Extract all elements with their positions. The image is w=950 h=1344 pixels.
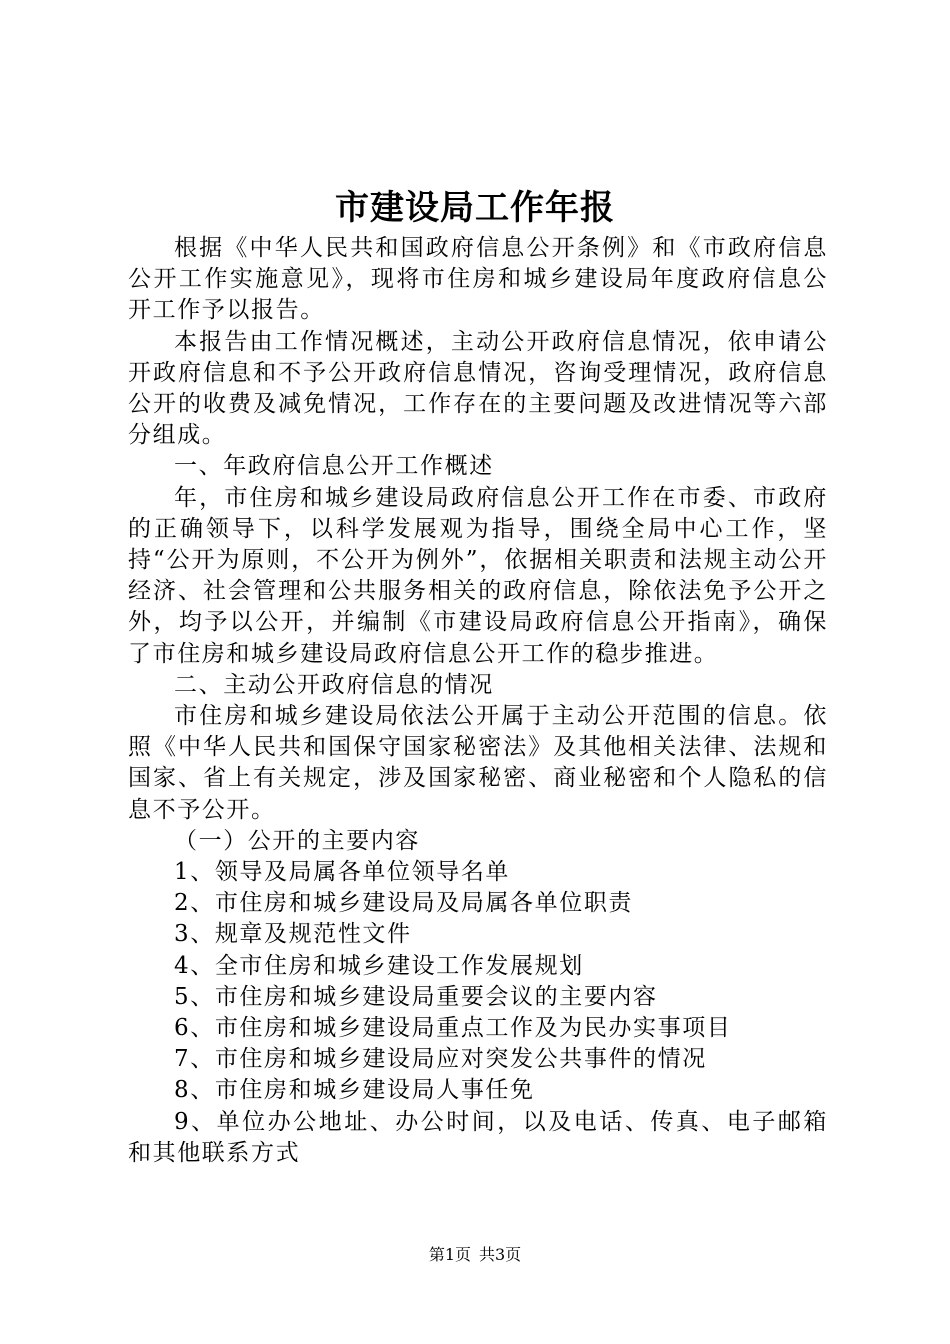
- document-body: [128, 233, 828, 1169]
- page-total: 共3页: [479, 1245, 522, 1264]
- page-footer: [0, 1244, 950, 1266]
- list-item: 8、市住房和城乡建设局人事任免: [174, 1077, 535, 1104]
- list-item: 5、市住房和城乡建设局重要会议的主要内容: [174, 983, 658, 1010]
- subsection-heading-1: （一）公开的主要内容: [174, 827, 420, 854]
- section-heading-1: 一、年政府信息公开工作概述: [174, 453, 494, 480]
- paragraph-intro: 根据《中华人民共和国政府信息公开条例》和《市政府信息公开工作实施意见》，现将市住房和城乡建设局年度政府信息公开工作予以报告。: [128, 235, 828, 324]
- document-title: 市建设局工作年报: [335, 188, 615, 228]
- paragraph-active-disclosure: 市住房和城乡建设局依法公开属于主动公开范围的信息。依照《中华人民共和国保守国家秘密法》及其他相关法律、法规和国家、省上有关规定，涉及国家秘密、商业秘密和个人隐私的信息不予公开。: [128, 703, 828, 823]
- list-item: 6、市住房和城乡建设局重点工作及为民办实事项目: [174, 1015, 732, 1042]
- list-item: 4、全市住房和城乡建设工作发展规划: [174, 952, 584, 979]
- section-heading-2: 二、主动公开政府信息的情况: [174, 671, 494, 698]
- paragraph-structure: 本报告由工作情况概述，主动公开政府信息情况，依申请公开政府信息和不予公开政府信息情况，咨询受理情况，政府信息公开的收费及减免情况，工作存在的主要问题及改进情况等六部分组成。: [128, 328, 828, 449]
- list-item: 7、市住房和城乡建设局应对突发公共事件的情况: [174, 1046, 707, 1073]
- list-item: 2、市住房和城乡建设局及局属各单位职责: [174, 890, 634, 917]
- list-item: 1、领导及局属各单位领导名单: [174, 859, 511, 886]
- list-item: 3、规章及规范性文件: [174, 921, 412, 948]
- page-number: 第1页: [428, 1245, 471, 1264]
- paragraph-overview: 年，市住房和城乡建设局政府信息公开工作在市委、市政府的正确领导下，以科学发展观为指导，围绕全局中心工作，坚持“公开为原则，不公开为例外”，依据相关职责和法规主动公开经济、社会管理和公共服务相关的政府信息，除依法免予公开之外，均予以公开，并编制《市建设局政府信息公开指南》，确保了市住房和城乡建设局政府信息公开工作的稳步推进。: [128, 484, 828, 667]
- list-item: 9、单位办公地址、办公时间，以及电话、传真、电子邮箱和其他联系方式: [128, 1108, 828, 1166]
